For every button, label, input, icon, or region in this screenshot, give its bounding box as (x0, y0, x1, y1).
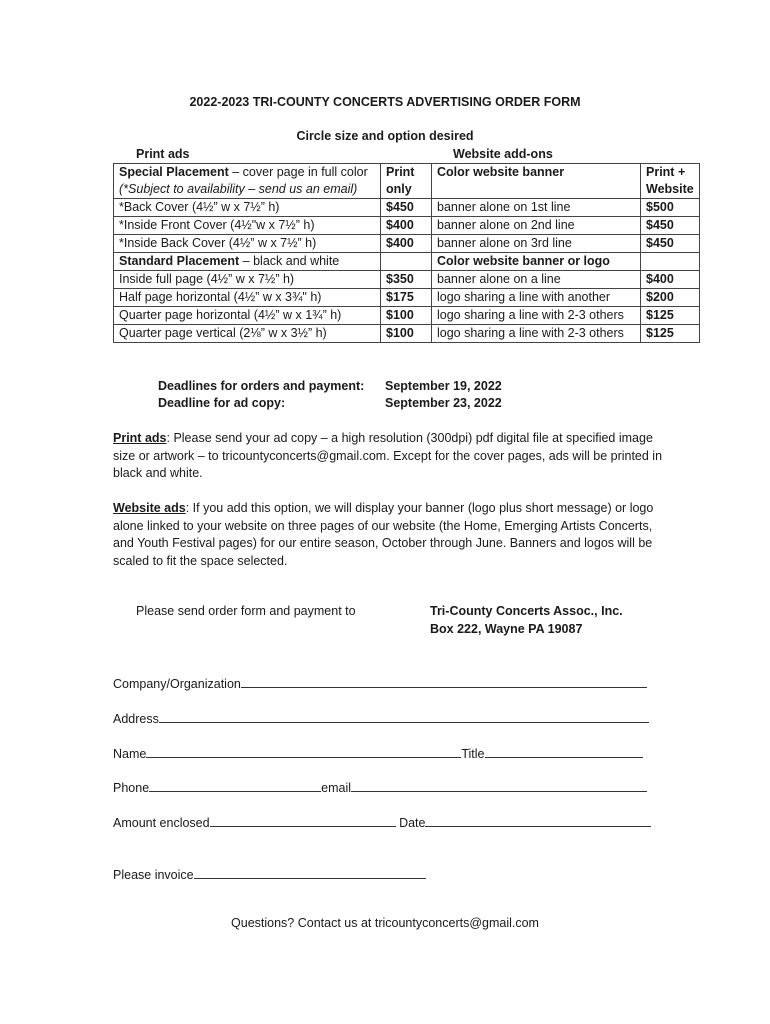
size-cell: Inside full page (4½” w x 7½” h) (114, 271, 381, 289)
copy-deadline-date: September 23, 2022 (385, 396, 502, 410)
size-cell: *Back Cover (4½” w x 7½” h) (114, 199, 381, 217)
web-option-cell: logo sharing a line with 2-3 others (432, 325, 641, 343)
website-addons-header: Website add-ons (453, 147, 553, 161)
combo-price-cell: $450 (641, 235, 700, 253)
web-option-cell: banner alone on 1st line (432, 199, 641, 217)
web-option-cell: banner alone on 2nd line (432, 217, 641, 235)
address-input-line[interactable] (159, 709, 649, 723)
date-input-line[interactable] (425, 813, 651, 827)
print-only-heading: Print only (381, 164, 432, 199)
standard-head-row (114, 253, 700, 271)
table-row (114, 235, 700, 253)
name-title-field[interactable] (113, 744, 643, 761)
invoice-input-line[interactable] (194, 865, 426, 879)
table-row (114, 307, 700, 325)
form-subtitle: Circle size and option desired (296, 129, 474, 143)
company-label: Company/Organization (113, 677, 241, 691)
print-price-cell: $175 (381, 289, 432, 307)
company-field[interactable] (113, 674, 647, 691)
web-option-cell: logo sharing a line with 2-3 others (432, 307, 641, 325)
title-input-line[interactable] (485, 744, 643, 758)
web-option-cell: banner alone on a line (432, 271, 641, 289)
combo-price-cell: $125 (641, 325, 700, 343)
size-cell: Quarter page vertical (2⅛” w x 3½” h) (114, 325, 381, 343)
phone-email-field[interactable] (113, 778, 647, 795)
form-title: 2022-2023 TRI-COUNTY CONCERTS ADVERTISING ORDER FORM (189, 95, 581, 109)
print-ads-paragraph: Print ads: Please send your ad copy – a high resolution (300dpi) pdf digital file at specified image size or artwork – to tricountyconcerts@gmail.com. Except for the cover pages, ads will be printed in black and white. (113, 431, 663, 480)
combo-price-cell: $500 (641, 199, 700, 217)
table-row (114, 217, 700, 235)
web-option-cell: banner alone on 3rd line (432, 235, 641, 253)
table-row (114, 325, 700, 343)
color-banner-heading: Color website banner (432, 164, 641, 199)
combo-price-cell: $400 (641, 271, 700, 289)
size-cell: Half page horizontal (4½” w x 3¾" h) (114, 289, 381, 307)
web-option-cell: logo sharing a line with another (432, 289, 641, 307)
phone-input-line[interactable] (149, 778, 321, 792)
size-cell: *Inside Back Cover (4½” w x 7½” h) (114, 235, 381, 253)
email-input-line[interactable] (351, 778, 647, 792)
email-label: email (321, 781, 352, 795)
send-to-label: Please send order form and payment to (136, 604, 356, 618)
print-price-cell: $400 (381, 217, 432, 235)
print-price-cell: $400 (381, 235, 432, 253)
orders-deadline-label: Deadlines for orders and payment: (158, 379, 365, 393)
special-placement-heading: Special Placement – cover page in full color (*Subject to availability – send us an email) (114, 164, 381, 199)
phone-label: Phone (113, 781, 150, 795)
website-ads-paragraph: Website ads: If you add this option, we will display your banner (logo plus short message) or logo alone linked to your website on three pages of our website (the Home, Emerging Artists Concerts, and Youth Festival pages) for our entire season, October through June. Banners and logos will be scaled to fit the space selected. (113, 501, 654, 568)
print-price-cell: $350 (381, 271, 432, 289)
size-cell: *Inside Front Cover (4½"w x 7½” h) (114, 217, 381, 235)
contact-footer: Questions? Contact us at tricountyconcerts@gmail.com (231, 916, 539, 930)
send-to-address: Box 222, Wayne PA 19087 (430, 622, 583, 636)
table-head-row (114, 164, 700, 199)
amount-input-line[interactable] (210, 813, 396, 827)
name-label: Name (113, 747, 147, 761)
banner-or-logo-heading: Color website banner or logo (432, 253, 641, 271)
combo-price-cell: $125 (641, 307, 700, 325)
print-website-heading: Print + Website (641, 164, 700, 199)
print-ads-header: Print ads (136, 147, 190, 161)
amount-date-field[interactable] (113, 813, 651, 830)
combo-price-cell: $450 (641, 217, 700, 235)
combo-price-cell: $200 (641, 289, 700, 307)
size-cell: Quarter page horizontal (4½” w x 1¾” h) (114, 307, 381, 325)
send-to-name: Tri-County Concerts Assoc., Inc. (430, 604, 623, 618)
invoice-field[interactable] (113, 865, 426, 882)
address-field[interactable] (113, 709, 649, 726)
table-row (114, 289, 700, 307)
amount-label: Amount enclosed (113, 816, 210, 830)
address-label: Address (113, 712, 159, 726)
empty-cell (641, 253, 700, 271)
company-input-line[interactable] (241, 674, 647, 688)
website-ads-label: Website ads (113, 501, 186, 515)
date-label: Date (395, 816, 426, 830)
print-price-cell: $100 (381, 325, 432, 343)
title-label: Title (461, 747, 485, 761)
standard-placement-heading: Standard Placement – black and white (114, 253, 381, 271)
table-row (114, 199, 700, 217)
name-input-line[interactable] (146, 744, 461, 758)
pricing-table (113, 163, 700, 343)
copy-deadline-label: Deadline for ad copy: (158, 396, 286, 410)
print-ads-label: Print ads (113, 431, 167, 445)
table-row (114, 271, 700, 289)
invoice-label: Please invoice (113, 868, 194, 882)
empty-cell (381, 253, 432, 271)
print-price-cell: $100 (381, 307, 432, 325)
orders-deadline-date: September 19, 2022 (385, 379, 502, 393)
print-price-cell: $450 (381, 199, 432, 217)
